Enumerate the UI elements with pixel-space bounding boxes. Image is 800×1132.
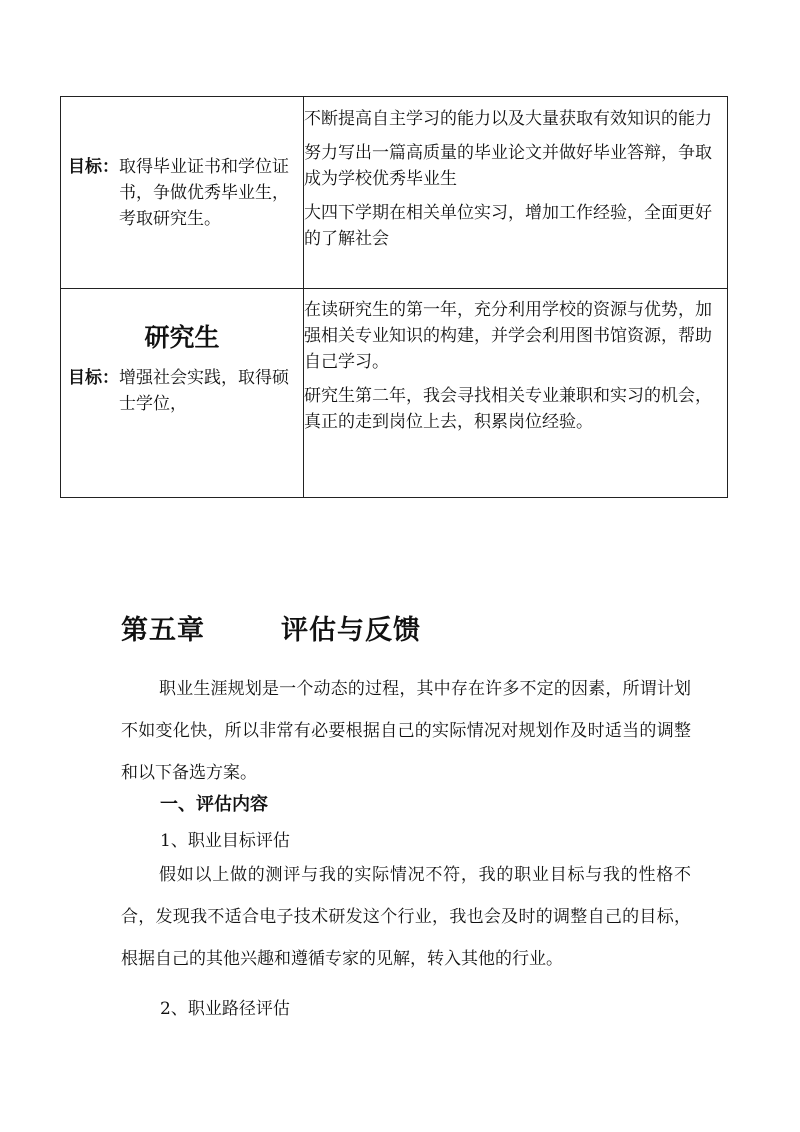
stage-title: 研究生 xyxy=(144,323,220,352)
item-title: 1、职业目标评估 xyxy=(160,831,290,851)
plan-cell xyxy=(304,289,728,498)
plan-item: 不断提高自主学习的能力以及大量获取有效知识的能力 xyxy=(304,109,712,129)
goal-block xyxy=(61,154,303,232)
goal-cell xyxy=(61,97,304,289)
chapter-heading xyxy=(121,608,421,647)
goal-block xyxy=(61,365,303,417)
item-title: 2、职业路径评估 xyxy=(160,999,290,1019)
plan-item: 努力写出一篇高质量的毕业论文并做好毕业答辩，争取成为学校优秀毕业生 xyxy=(304,143,712,189)
section-heading: 一、评估内容 xyxy=(160,794,268,815)
plan-cell xyxy=(304,97,728,289)
chapter-number: 第五章 xyxy=(121,615,205,646)
goal-cell xyxy=(61,289,304,498)
plan-item: 在读研究生的第一年，充分利用学校的资源与优势，加强相关专业知识的构建，并学会利用图书馆资源，帮助自己学习。 xyxy=(304,300,712,372)
goal-label: 目标： xyxy=(68,156,119,177)
chapter-title: 评估与反馈 xyxy=(281,615,421,646)
table-row xyxy=(61,289,728,498)
intro-paragraph: 职业生涯规划是一个动态的过程，其中存在许多不定的因素，所谓计划不如变化快，所以非常有必要根据自己的实际情况对规划作及时适当的调整和以下备选方案。 xyxy=(121,679,691,783)
table-row xyxy=(61,97,728,289)
plan-table xyxy=(60,96,728,498)
plan-item: 大四下学期在相关单位实习，增加工作经验，全面更好的了解社会 xyxy=(304,203,712,249)
plan-item: 研究生第二年，我会寻找相关专业兼职和实习的机会，真正的走到岗位上去，积累岗位经验。 xyxy=(304,386,712,432)
goal-text: 增强社会实践，取得硕士学位， xyxy=(119,368,289,414)
goal-label: 目标： xyxy=(68,368,119,388)
item-paragraph: 假如以上做的测评与我的实际情况不符，我的职业目标与我的性格不合，发现我不适合电子技术研发这个行业，我也会及时的调整自己的目标，根据自己的其他兴趣和遵循专家的见解，转入其他的行业。 xyxy=(121,865,691,969)
goal-text: 取得毕业证书和学位证书，争做优秀毕业生，考取研究生。 xyxy=(119,156,289,229)
